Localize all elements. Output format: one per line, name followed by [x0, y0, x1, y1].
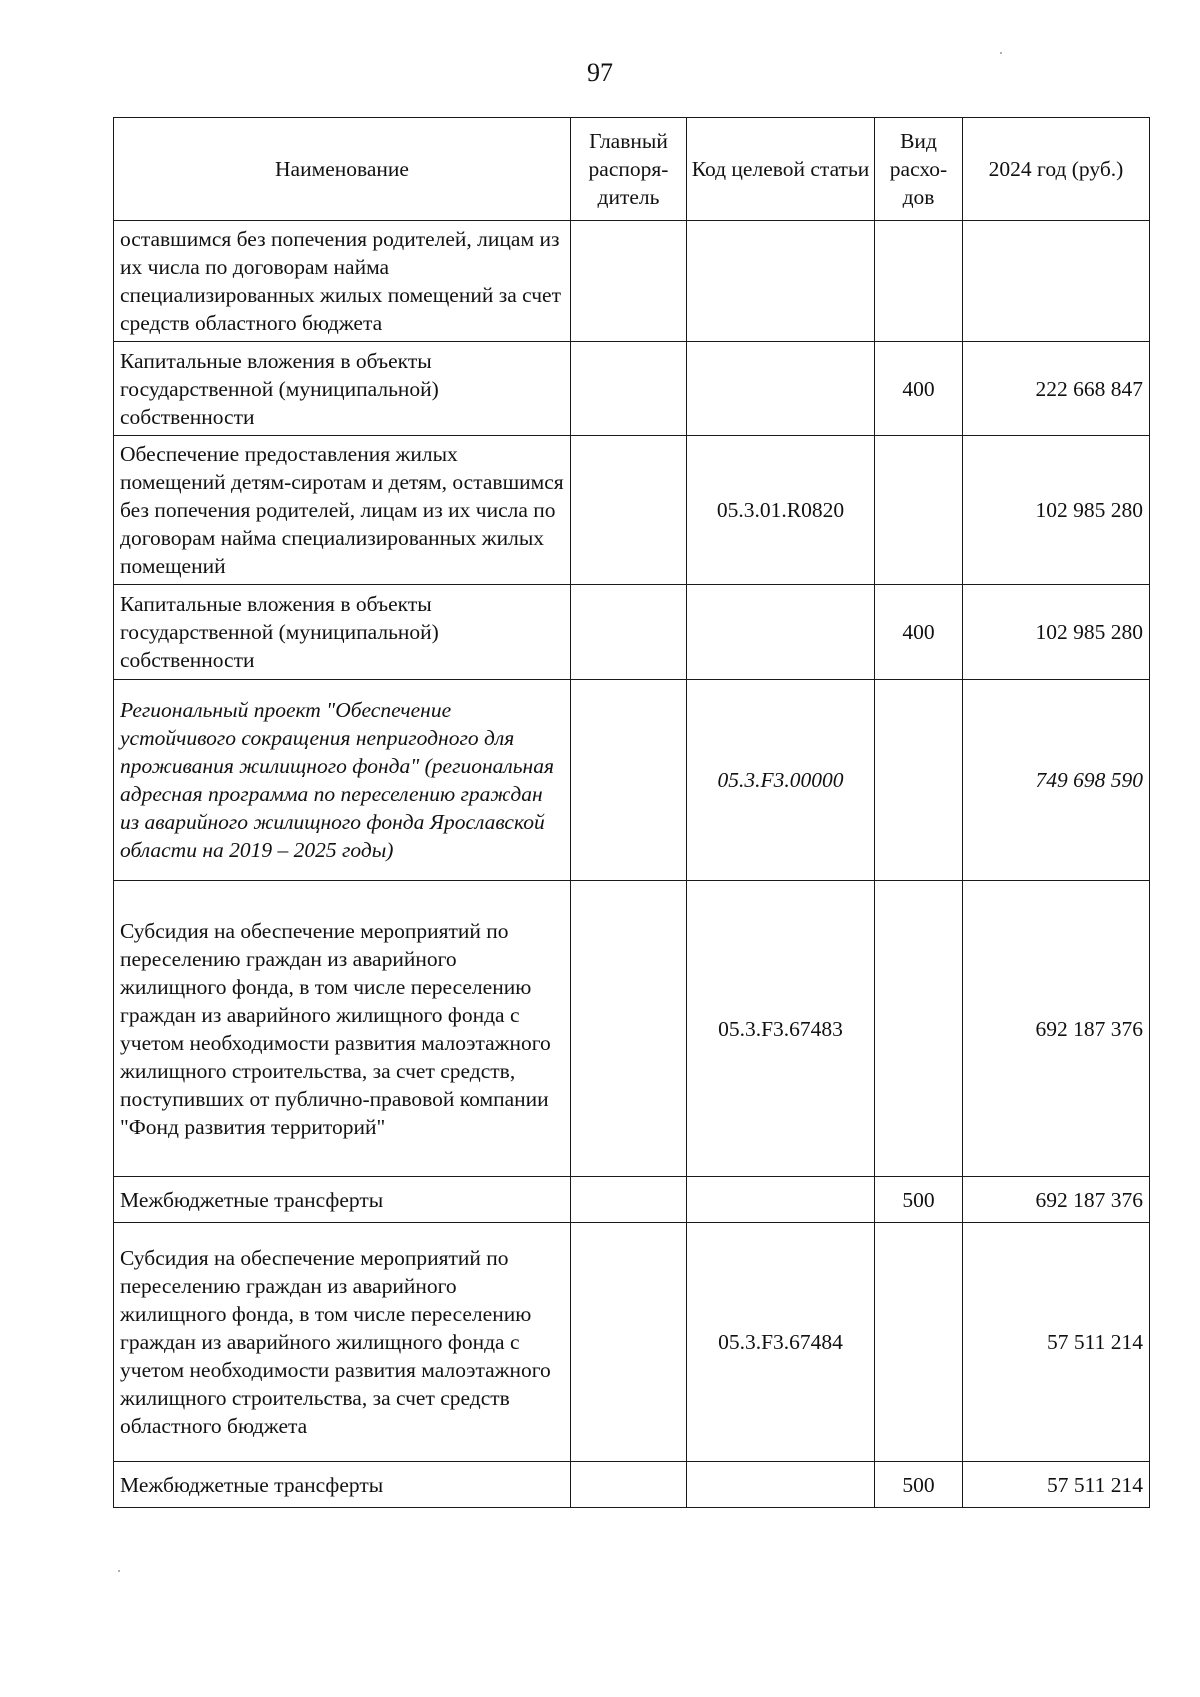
- table-row: [114, 436, 1150, 585]
- row-amount: 692 187 376: [963, 1177, 1150, 1223]
- row-amount: 57 511 214: [963, 1462, 1150, 1508]
- table-header-row: [114, 118, 1150, 221]
- row-name: оставшимся без попечения родителей, лицам из их числа по договорам найма специализированных жилых помещений за счет средств областного бюджета: [114, 221, 571, 342]
- row-main-manager: [571, 881, 687, 1177]
- table-row: [114, 221, 1150, 342]
- row-expense-type: [875, 436, 963, 585]
- header-amount-2024: 2024 год (руб.): [963, 118, 1150, 221]
- table-row: [114, 1177, 1150, 1223]
- table-row: [114, 585, 1150, 680]
- row-name: Капитальные вложения в объекты государственной (муниципальной) собственности: [114, 342, 571, 436]
- row-target-code: 05.3.F3.00000: [687, 680, 875, 881]
- row-target-code: 05.3.F3.67483: [687, 881, 875, 1177]
- table-row: [114, 342, 1150, 436]
- row-name: Региональный проект "Обеспечение устойчивого сокращения непригодного для проживания жилищного фонда" (региональная адресная программа по переселению граждан из аварийного жилищного фонда Ярославской области на 2019 – 2025 годы): [114, 680, 571, 881]
- row-expense-type: [875, 1223, 963, 1462]
- header-main-manager: Главный распоря- дитель: [571, 118, 687, 221]
- scan-speck: [118, 1570, 120, 1572]
- row-target-code: [687, 1462, 875, 1508]
- table-row: [114, 1223, 1150, 1462]
- header-expense-type: Вид расхо- дов: [875, 118, 963, 221]
- row-amount: 749 698 590: [963, 680, 1150, 881]
- row-main-manager: [571, 436, 687, 585]
- row-target-code: [687, 221, 875, 342]
- row-target-code: 05.3.F3.67484: [687, 1223, 875, 1462]
- row-amount: 222 668 847: [963, 342, 1150, 436]
- row-expense-type: 500: [875, 1462, 963, 1508]
- table-row-regional-project: [114, 680, 1150, 881]
- row-amount: 102 985 280: [963, 436, 1150, 585]
- row-main-manager: [571, 585, 687, 680]
- budget-table: [113, 117, 1150, 1508]
- row-main-manager: [571, 1223, 687, 1462]
- scan-speck: [1000, 52, 1002, 54]
- row-expense-type: 400: [875, 342, 963, 436]
- row-name: Субсидия на обеспечение мероприятий по переселению граждан из аварийного жилищного фонда, в том числе переселению граждан из аварийного жилищного фонда с учетом необходимости развития малоэтажного жилищного строительства, за счет средств областного бюджета: [114, 1223, 571, 1462]
- table-row: [114, 881, 1150, 1177]
- row-name: Субсидия на обеспечение мероприятий по переселению граждан из аварийного жилищного фонда, в том числе переселению граждан из аварийного жилищного фонда с учетом необходимости развития малоэтажного жилищного строительства, за счет средств, поступивших от публично-правовой компании "Фонд развития территорий": [114, 881, 571, 1177]
- row-main-manager: [571, 221, 687, 342]
- row-main-manager: [571, 342, 687, 436]
- row-expense-type: [875, 881, 963, 1177]
- row-expense-type: 400: [875, 585, 963, 680]
- row-expense-type: [875, 221, 963, 342]
- row-name: Капитальные вложения в объекты государственной (муниципальной) собственности: [114, 585, 571, 680]
- row-target-code: [687, 585, 875, 680]
- header-target-code: Код целевой статьи: [687, 118, 875, 221]
- row-target-code: [687, 1177, 875, 1223]
- row-name: Обеспечение предоставления жилых помещений детям-сиротам и детям, оставшимся без попечения родителей, лицам из их числа по договорам найма специализированных жилых помещений: [114, 436, 571, 585]
- row-name: Межбюджетные трансферты: [114, 1462, 571, 1508]
- row-amount: 57 511 214: [963, 1223, 1150, 1462]
- header-name: Наименование: [114, 118, 571, 221]
- row-main-manager: [571, 1462, 687, 1508]
- row-amount: 692 187 376: [963, 881, 1150, 1177]
- row-target-code: 05.3.01.R0820: [687, 436, 875, 585]
- row-expense-type: [875, 680, 963, 881]
- row-amount: [963, 221, 1150, 342]
- row-name: Межбюджетные трансферты: [114, 1177, 571, 1223]
- page-number: 97: [587, 58, 613, 87]
- row-expense-type: 500: [875, 1177, 963, 1223]
- table-row: [114, 1462, 1150, 1508]
- row-amount: 102 985 280: [963, 585, 1150, 680]
- row-target-code: [687, 342, 875, 436]
- row-main-manager: [571, 1177, 687, 1223]
- row-main-manager: [571, 680, 687, 881]
